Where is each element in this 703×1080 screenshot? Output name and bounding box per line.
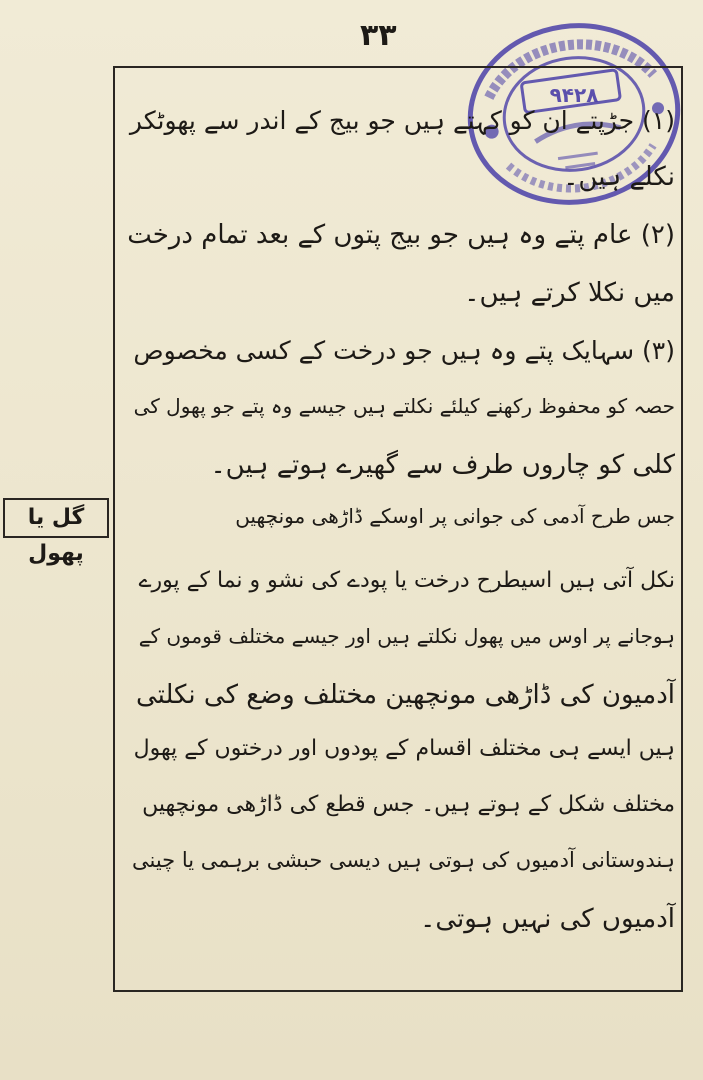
text-line: حصہ کو محفوظ رکھنے کیلئے نکلتے ہیں جیسے وہ پتے جو پھول کی — [133, 394, 675, 418]
text-line: ہندوستانی آدمیوں کی ہوتی ہیں دیسی حبشی برہمی یا چینی — [131, 848, 675, 872]
text-line: جس طرح آدمی کی جوانی پر اوسکے ڈاڑھی مونچھیں — [235, 504, 675, 528]
margin-label: گل یا پھول — [27, 505, 85, 566]
margin-note-box — [3, 498, 109, 566]
text-line: نکل آتی ہیں اسیطرح درخت یا پودے کی نشو و نما کے پورے — [138, 568, 675, 593]
text-line: آدمیون کی ڈاڑھی مونچھین مختلف وضع کی نکلتی — [135, 680, 675, 710]
text-line: میں نکلا کرتے ہیں۔ — [464, 278, 675, 308]
text-line: کلی کو چاروں طرف سے گھیرے ہوتے ہیں۔ — [210, 450, 675, 480]
text-line: ہوجانے پر اوس میں پھول نکلتے ہیں اور جیسے مختلف قوموں کے — [138, 624, 675, 648]
text-line: ہیں ایسے ہی مختلف اقسام کے پودوں اور درختوں کے پھول — [133, 736, 675, 761]
text-line: نکلے ہیں۔ — [563, 162, 675, 192]
stamp-number: ۹۴۲۸ — [549, 83, 599, 107]
text-line: مختلف شکل کے ہوتے ہیں۔ جس قطع کی ڈاڑھی مونچھیں — [142, 792, 675, 817]
text-line: (۱) جڑپتے ان کو کہتے ہیں جو بیج کے اندر سے پھوٹکر — [129, 106, 675, 135]
text-line: آدمیوں کی نہیں ہوتی۔ — [420, 904, 675, 934]
text-line: (۳) سہایک پتے وہ ہیں جو درخت کے کسی مخصوص — [133, 336, 675, 365]
text-line: (۲) عام پتے وہ ہیں جو بیج پتوں کے بعد تمام درخت — [127, 220, 675, 250]
page-number: ۳۳ — [360, 18, 397, 53]
